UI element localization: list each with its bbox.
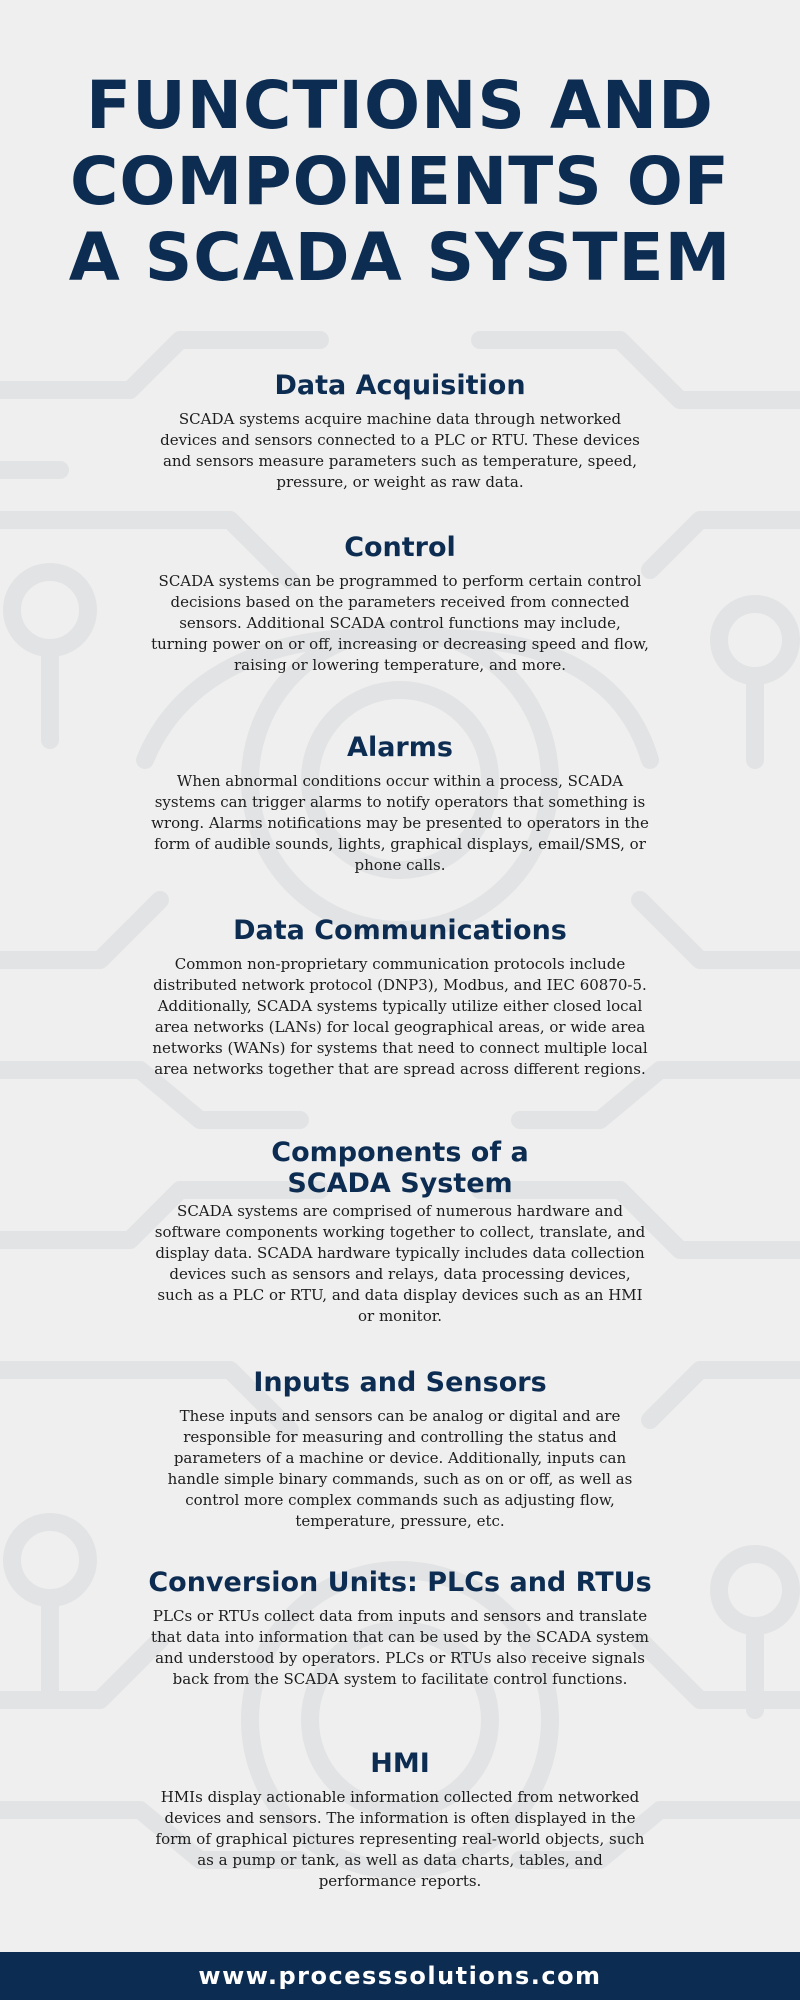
section-body: SCADA systems are comprised of numerous hardware and software components working together to collect, translate, and display data. SCADA hardware typically includes data collection devices such as sensors and relays, data processing devices, such as a PLC or RTU, and data display devices such as an HMI or monitor. bbox=[154, 1202, 646, 1325]
section-body: PLCs or RTUs collect data from inputs and sensors and translate that data into information that can be used by the SCADA system and understood by operators. PLCs or RTUs also receive signals back from the SCADA system to facilitate control functions. bbox=[150, 1607, 650, 1688]
section-body: These inputs and sensors can be analog or digital and are responsible for measuring and controlling the status and parameters of a machine or device. Additionally, inputs can handle simple binary commands, such as on or off, as well as control more complex commands such as adjusting flow, temperature, pressure, etc. bbox=[167, 1407, 633, 1530]
section-heading: Inputs and Sensors bbox=[253, 1367, 547, 1398]
footer-bar bbox=[0, 1952, 800, 2000]
section-hmi bbox=[150, 1748, 650, 1892]
section-body: SCADA systems acquire machine data through networked devices and sensors connected to a PLC or RTU. These devices and sensors measure parameters such as temperature, speed, pressure, or weight as raw data. bbox=[160, 410, 640, 491]
section-heading: Data Communications bbox=[233, 915, 567, 946]
section-inputs-sensors bbox=[150, 1367, 650, 1532]
section-components-body bbox=[150, 1201, 650, 1327]
section-conversion-units-body bbox=[150, 1606, 650, 1690]
section-body: HMIs display actionable information collected from networked devices and sensors. The information is often displayed in the form of graphical pictures representing real-world objects, such as a pump or tank, as well as data charts, tables, and performance reports. bbox=[155, 1788, 645, 1890]
section-body: When abnormal conditions occur within a process, SCADA systems can trigger alarms to notify operators that something is wrong. Alarms notifications may be presented to operators in the form of audible sounds, lights, graphical displays, email/SMS, or phone calls. bbox=[151, 772, 649, 874]
section-heading: Data Acquisition bbox=[274, 370, 526, 401]
section-heading: Alarms bbox=[347, 732, 453, 763]
section-heading: Conversion Units: PLCs and RTUs bbox=[148, 1567, 652, 1598]
page-title: FUNCTIONS AND COMPONENTS OF A SCADA SYSTEM bbox=[68, 67, 732, 296]
section-alarms bbox=[150, 732, 650, 876]
section-heading: Components of a SCADA System bbox=[271, 1137, 529, 1199]
section-control bbox=[150, 532, 650, 676]
section-conversion-units bbox=[120, 1567, 680, 1598]
section-body: SCADA systems can be programmed to perform certain control decisions based on the parameters received from connected sensors. Additional SCADA control functions may include, turning power on or off, increasing or decreasing speed and flow, raising or lowering temperature, and more. bbox=[151, 572, 649, 674]
section-components bbox=[255, 1137, 545, 1199]
section-heading: HMI bbox=[370, 1748, 430, 1779]
footer-website-link[interactable]: www.processsolutions.com bbox=[198, 1962, 602, 1990]
section-data-communications bbox=[150, 915, 650, 1080]
section-body: Common non-proprietary communication protocols include distributed network protocol (DNP3), Modbus, and IEC 60870-5. Additionally, SCADA systems typically utilize either closed local area networks (LANs) for local geographical areas, or wide area networks (WANs) for systems that need to connect multiple local area networks together that are spread across different regions. bbox=[152, 955, 648, 1078]
section-heading: Control bbox=[344, 532, 456, 563]
section-data-acquisition bbox=[150, 370, 650, 493]
